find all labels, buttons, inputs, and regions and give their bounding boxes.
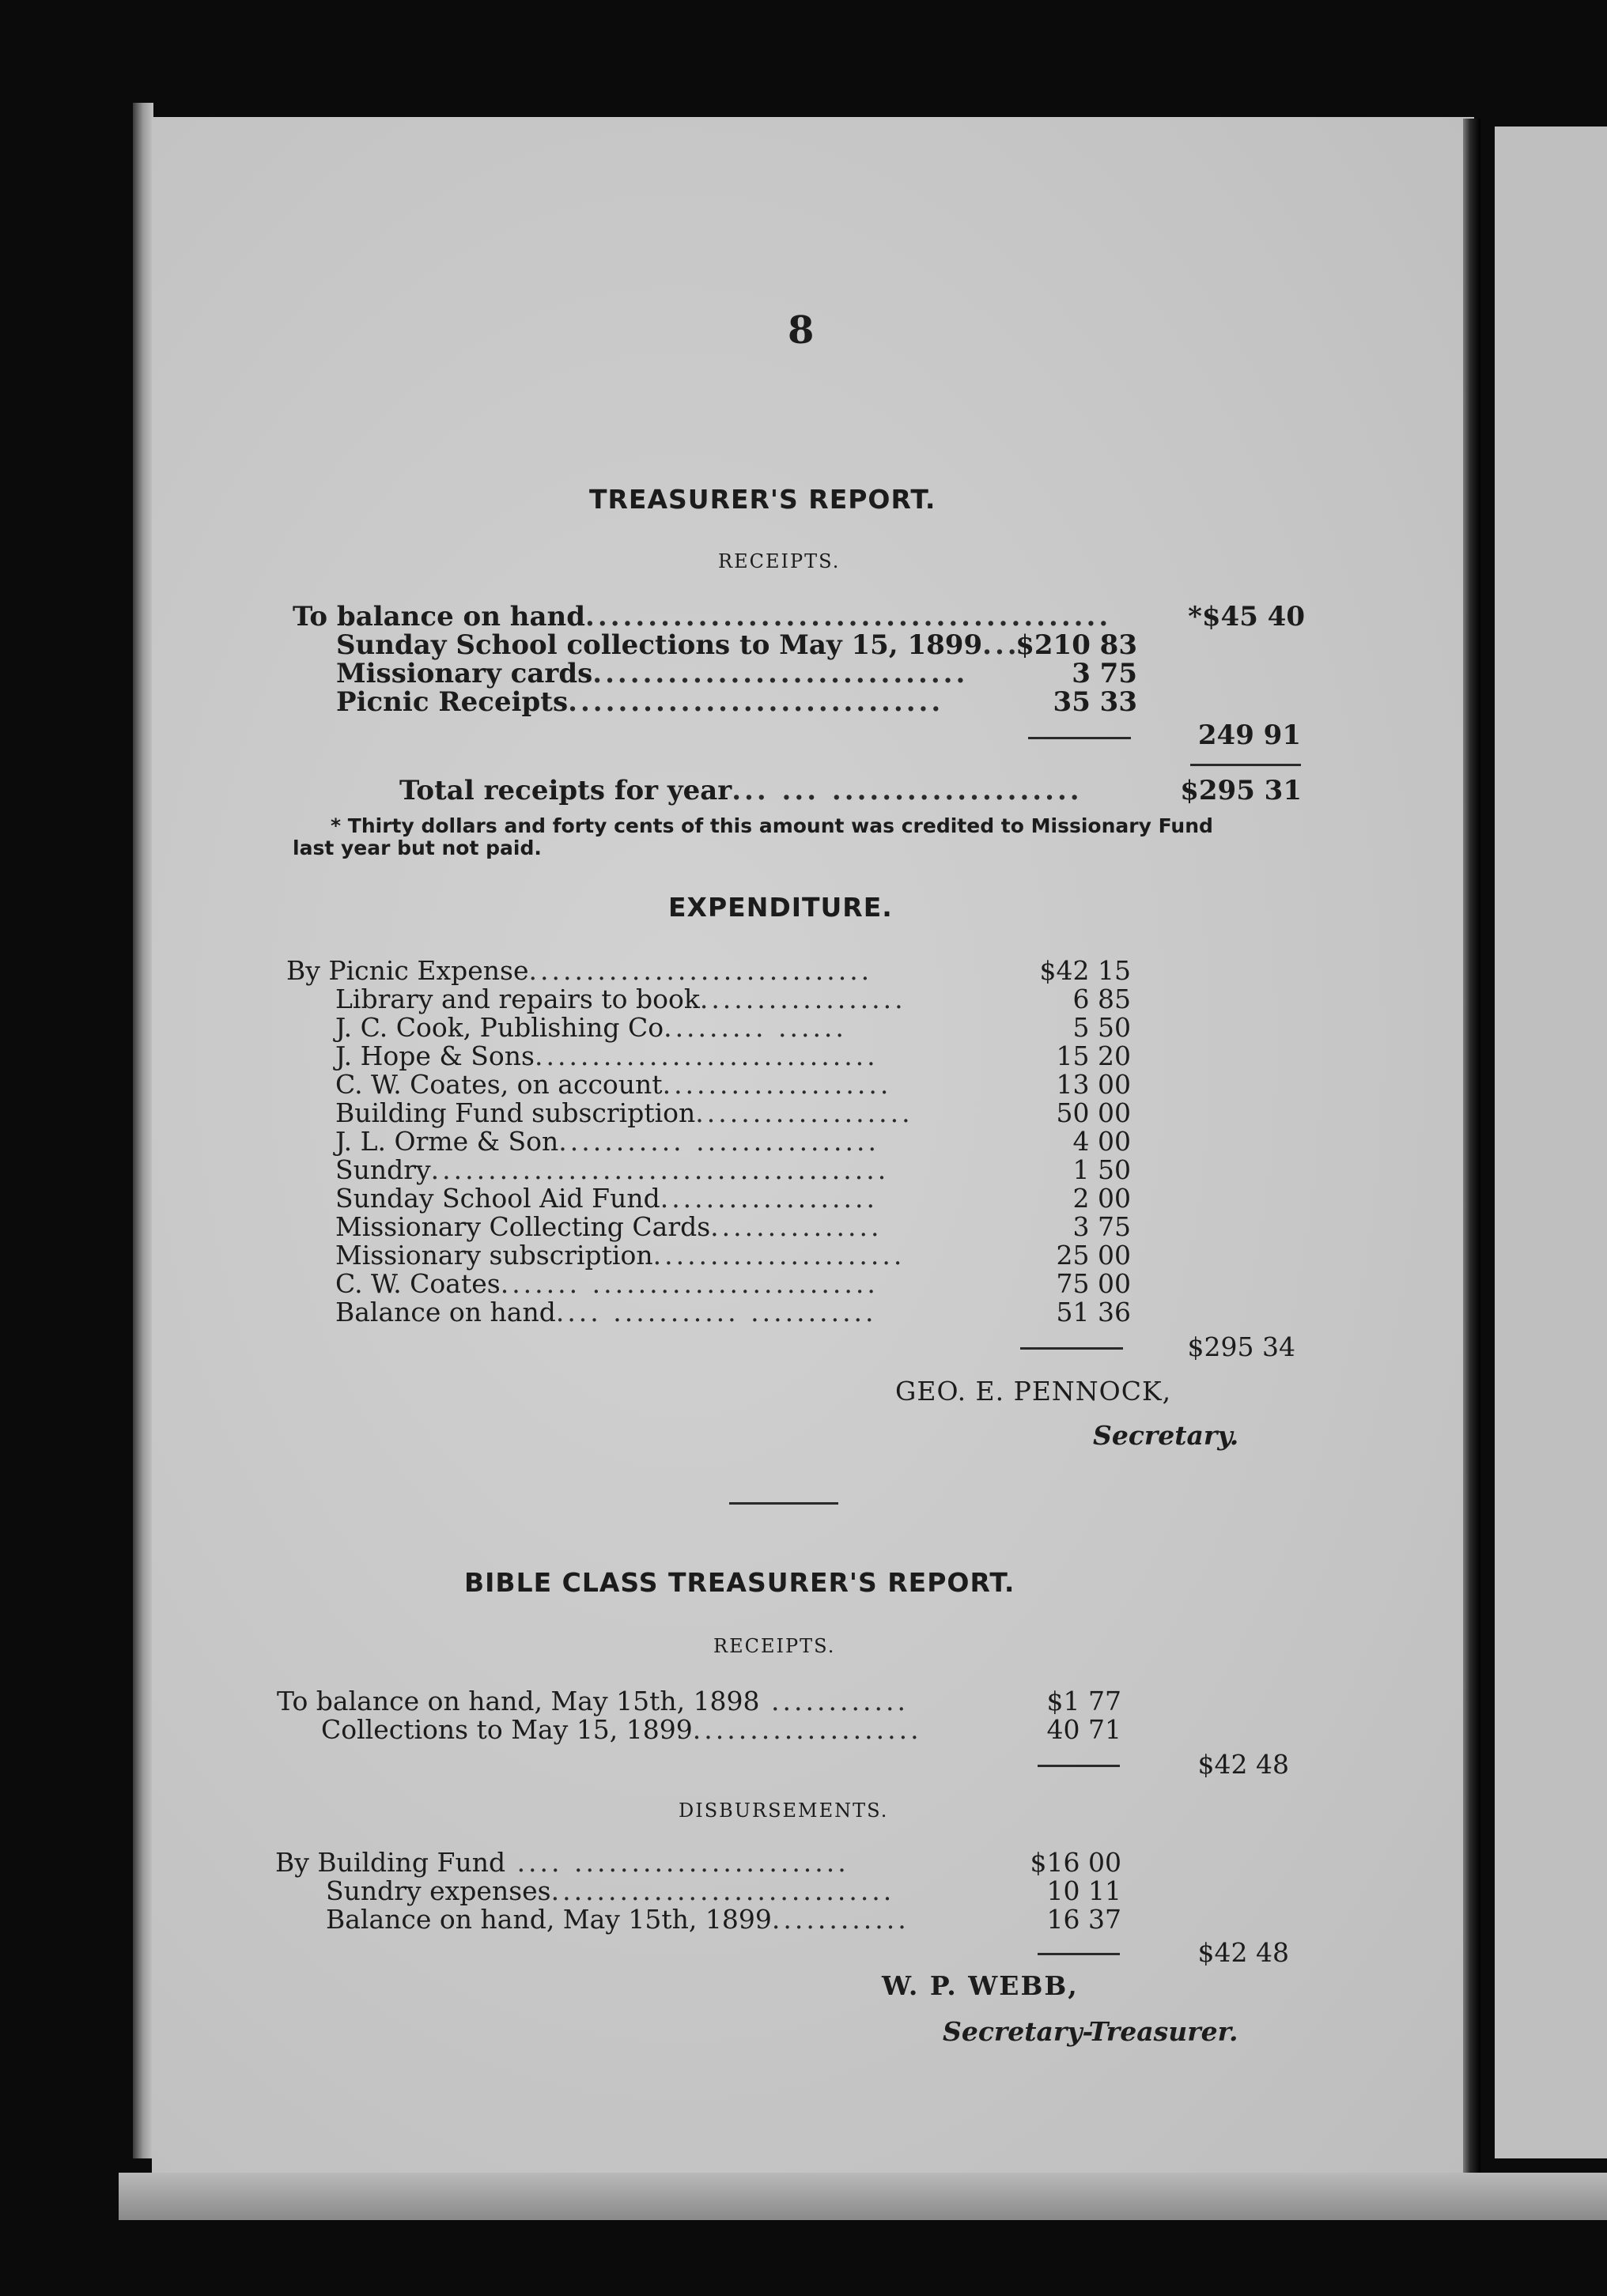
expenditure-item-amount: 50 00: [1056, 1097, 1131, 1128]
page-number: 8: [788, 308, 815, 353]
signature-name: GEO. E. PENNOCK,: [895, 1376, 1172, 1407]
footnote-line-2: last year but not paid.: [293, 836, 542, 859]
receipt-line-label: Picnic Receipts..............................: [336, 686, 944, 718]
subtotal-rule: [1028, 737, 1131, 739]
receipt-amount: 3 75: [1072, 658, 1137, 689]
bible-signature-name: W. P. WEBB,: [882, 1970, 1079, 2001]
receipt-amount: 35 33: [1053, 686, 1137, 718]
expenditure-item-label: Missionary Collecting Cards...............: [335, 1211, 883, 1242]
expenditure-item-amount: 6 85: [1072, 984, 1131, 1014]
disbursement-label: By Building Fund .... ........................: [275, 1847, 849, 1878]
expenditure-item-label: C. W. Coates....... .........................: [335, 1268, 879, 1299]
expenditure-item-label: Missionary subscription......................: [335, 1240, 906, 1271]
disbursement-label: Sundry expenses..............................: [326, 1875, 895, 1906]
footnote-line-1: * Thirty dollars and forty cents of this amount was credited to Missionary Fund: [331, 814, 1213, 837]
expenditure-item-amount: 1 50: [1072, 1154, 1131, 1185]
facing-page-edge: [1495, 127, 1607, 2158]
expenditure-item-label: Balance on hand.... ........... ...........: [335, 1297, 877, 1327]
receipt-line-label: Missionary cards..............................: [336, 658, 969, 689]
expenditure-item-amount: 13 00: [1056, 1069, 1131, 1100]
receipts-heading: RECEIPTS.: [718, 550, 841, 572]
expenditure-item-label: Library and repairs to book..................: [335, 984, 906, 1014]
total-receipts-label: Total receipts for year... ... ....................: [399, 775, 1083, 806]
expenditure-item-label: Building Fund subscription...................: [335, 1097, 913, 1128]
disbursement-amount: 10 11: [1046, 1875, 1121, 1906]
bible-class-report-title: BIBLE CLASS TREASURER'S REPORT.: [464, 1567, 1015, 1598]
section-divider: [729, 1502, 838, 1505]
expenditure-total: $295 34: [1187, 1331, 1295, 1362]
total-rule: [1190, 764, 1301, 766]
disbursement-amount: 16 37: [1046, 1904, 1121, 1935]
receipt-total-value: *$45 40: [1188, 601, 1305, 633]
disbursements-total: $42 48: [1197, 1937, 1289, 1968]
receipts-subtotal: 249 91: [1197, 719, 1301, 751]
total-receipts-value: $295 31: [1180, 775, 1302, 806]
expenditure-item-label: C. W. Coates, on account....................: [335, 1069, 892, 1100]
expenditure-item-amount: 75 00: [1056, 1268, 1131, 1299]
expenditure-item-amount: $42 15: [1039, 955, 1131, 986]
bible-receipts-rule: [1038, 1765, 1120, 1767]
expenditure-item-label: Sundry........................................: [335, 1154, 890, 1185]
bible-receipt-label: Collections to May 15, 1899....................: [321, 1714, 922, 1745]
expenditure-item-label: J. L. Orme & Son........... ................: [335, 1126, 879, 1157]
expenditure-item-amount: 3 75: [1072, 1211, 1131, 1242]
expenditure-item-amount: 5 50: [1072, 1012, 1131, 1043]
bible-receipts-total: $42 48: [1197, 1749, 1289, 1780]
receipt-amount: $210 83: [1015, 629, 1137, 661]
scan-bottom-edge: [119, 2173, 1607, 2220]
expenditure-item-amount: 25 00: [1056, 1240, 1131, 1271]
expenditure-heading: EXPENDITURE.: [668, 892, 893, 923]
disbursement-amount: $16 00: [1030, 1847, 1121, 1878]
expenditure-item-label: By Picnic Expense..............................: [286, 955, 873, 986]
expenditure-item-label: J. Hope & Sons..............................: [335, 1040, 879, 1071]
disbursement-label: Balance on hand, May 15th, 1899............: [326, 1904, 909, 1935]
bible-receipts-heading: RECEIPTS.: [713, 1635, 836, 1657]
bible-receipt-amount: $1 77: [1046, 1686, 1121, 1716]
expenditure-item-amount: 51 36: [1056, 1297, 1131, 1327]
expenditure-item-label: Sunday School Aid Fund...................: [335, 1183, 879, 1214]
expenditure-item-amount: 15 20: [1056, 1040, 1131, 1071]
treasurers-report-title: TREASURER'S REPORT.: [589, 484, 936, 515]
book-gutter: [1463, 119, 1480, 2182]
scan-page-edge: [133, 103, 153, 2158]
receipt-line-label: To balance on hand..........................................: [293, 601, 1112, 633]
receipt-line-label: Sunday School collections to May 15, 1899...: [336, 629, 1020, 661]
bible-receipt-amount: 40 71: [1046, 1714, 1121, 1745]
disbursements-rule: [1038, 1953, 1120, 1955]
disbursements-heading: DISBURSEMENTS.: [679, 1799, 889, 1822]
bible-signature-title: Secretary-Treasurer.: [943, 2016, 1238, 2047]
expenditure-item-amount: 4 00: [1072, 1126, 1131, 1157]
expenditure-rule: [1020, 1347, 1123, 1350]
expenditure-item-amount: 2 00: [1072, 1183, 1131, 1214]
signature-title: Secretary.: [1093, 1420, 1239, 1451]
bible-receipt-label: To balance on hand, May 15th, 1898 ............: [277, 1686, 909, 1716]
expenditure-item-label: J. C. Cook, Publishing Co......... ......: [335, 1012, 847, 1043]
